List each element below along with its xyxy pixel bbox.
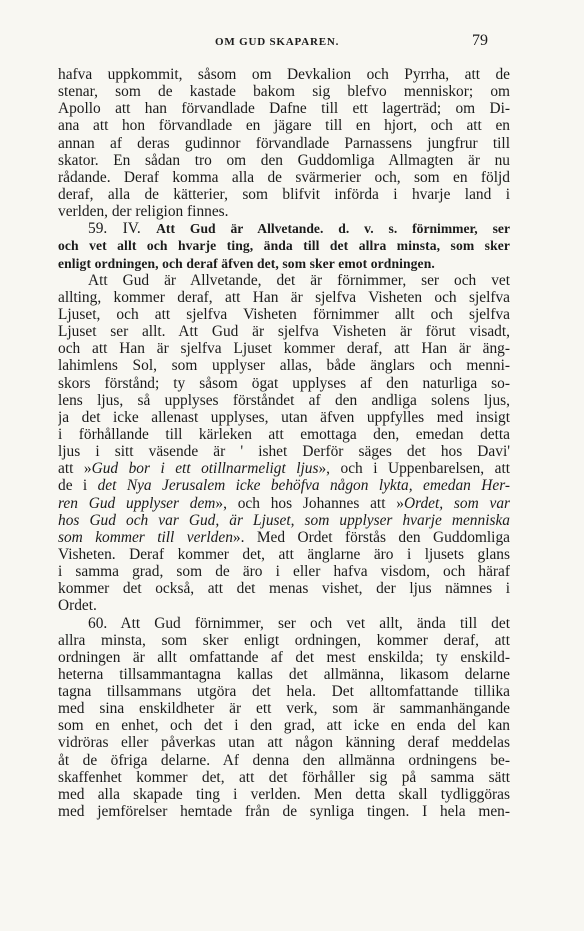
page-number: 79 — [472, 32, 488, 49]
text-segment: », och i Uppenbarelsen, att — [318, 460, 510, 478]
text-line: åt de öfriga delarne. Af denna den allmänna ordningens be- — [58, 751, 510, 769]
text-line: heterna tillsammantagna kallas det allmänna, likasom delarne — [58, 665, 510, 683]
section-start-60: 60. Att Gud förnimmer, ser och vet allt, ända till det — [88, 614, 510, 632]
text-line: ana att hon förvandlade en jägare till en hjort, och att en — [58, 117, 510, 135]
page-header — [0, 32, 584, 56]
italic-quote: det Nya Jerusalem icke behöfva någon lykta, emedan Her- — [97, 477, 510, 495]
text-line-quote — [58, 495, 510, 512]
text-line: med sina enskildheter är ett verk, som är sammanhängande — [58, 700, 510, 718]
text-line: i förhållande till kärleken att emottaga den, emedan detta — [58, 425, 510, 443]
text-segment: ». Med Ordet förstås den Guddomliga — [232, 528, 510, 546]
text-line: lens ljus, så upplyses förståndet af den andliga solens ljus, — [58, 391, 510, 409]
text-line: rådande. Deraf komma alla de svärmerier och, som en följd — [58, 168, 510, 186]
text-line: lahimlens Sol, som upplyser allas, både änglars och menni- — [58, 357, 510, 375]
text-line: allra minsta, som sker enligt ordningen, kommer deraf, att — [58, 631, 510, 649]
text-line: Ljuset, och att sjelfva Visheten förnimmer allt och sjelfva — [58, 305, 510, 323]
text-line: Ljuset ser allt. Att Gud är sjelfva Visheten är förut visadt, — [58, 323, 510, 341]
text-line: ljus i sitt väsende är ' ishet Derför säges det hos Davi' — [58, 443, 510, 461]
text-line: allting, kommer deraf, att Han är sjelfva Visheten och sjelfva — [58, 288, 510, 306]
text-line: med jemförelser hemtade från de synliga tingen. I hela men- — [58, 803, 510, 821]
text-line: skors förstånd; ty såsom ögat upplyses af den naturliga so- — [58, 374, 510, 392]
italic-quote: hos Gud och var Gud, är Ljuset, som upplyser hvarje menniska — [58, 511, 510, 529]
text-line: Visheten. Deraf kommer det, att änglarne äro i ljusets glans — [58, 545, 510, 563]
text-line: skator. En sådan tro om den Guddomliga Allmagten är nu — [58, 151, 510, 169]
text-line: annan af deras gudinnor förvandlade Parnassens jungfrur till — [58, 134, 510, 152]
text-line-quote — [58, 460, 510, 477]
text-segment: de i — [58, 477, 98, 495]
text-line-quote — [58, 512, 510, 529]
text-line: Ordet. — [58, 597, 97, 615]
section-title-line: och vet allt och hvarje ting, ända till det allra minsta, som sker — [58, 238, 510, 254]
text-line: stenar, som de kastade bakom sig blefvo menniskor; om — [58, 83, 510, 101]
italic-quote: som kommer till verlden — [58, 528, 233, 546]
text-line-quote — [58, 477, 510, 494]
text-line: Apollo att han förvandlade Dafne till ett lagerträd; om Di- — [58, 100, 510, 118]
text-line: skaffenhet kommer det, att det förhåller sig på samma sätt — [58, 768, 510, 786]
italic-quote: Ordet, som var — [403, 494, 510, 512]
running-title: OM GUD SKAPAREN. — [215, 36, 340, 48]
section-title-line: enligt ordningen, och deraf äfven det, som sker emot ordningen. — [58, 255, 435, 271]
text-line: med alla skapade ting i verlden. Men detta skall tydliggöras — [58, 785, 510, 803]
text-segment: att » — [58, 460, 92, 478]
text-line: deraf, alla de kätterier, som blifvit införda i hvarje land i — [58, 185, 510, 203]
text-segment: », och hos Johannes att » — [215, 494, 404, 512]
text-line: Att Gud är Allvetande, det är förnimmer, ser och vet — [88, 271, 510, 289]
italic-quote: Gud bor i ett otillnarmeligt ljus — [91, 460, 319, 478]
italic-quote: ren Gud upplyser dem — [58, 494, 216, 512]
text-line: verlden, der religion finnes. — [58, 203, 229, 221]
text-line: tagna tillsammans utgöra det hela. Det alltomfattande tillika — [58, 683, 510, 701]
text-line: som en enhet, och det i den grad, att icke en enda del kan — [58, 717, 510, 735]
text-line-quote — [58, 529, 510, 546]
section-number: 59. IV. — [88, 220, 141, 238]
section-heading-59 — [58, 220, 510, 237]
text-line: och att Han är sjelfva Ljuset kommer deraf, att Han är äng- — [58, 340, 510, 358]
section-title-bold: Att Gud är Allvetande. d. v. s. förnimmer, ser — [156, 221, 510, 237]
text-line: kommer det också, att det menas vishet, der ljus nämnes i — [58, 580, 510, 598]
text-line: ordningen är allt omfattande af det mest enskilda; ty enskild- — [58, 648, 510, 666]
text-line: i samma grad, som de äro i eller hafva visdom, och häraf — [58, 563, 510, 581]
text-line: vidröras eller påverkas utan att någon känning deraf meddelas — [58, 734, 510, 752]
text-line: ja det icke allenast upplyses, utan äfven uppfylles med insigt — [58, 408, 510, 426]
text-line: hafva uppkommit, såsom om Devkalion och Pyrrha, att de — [58, 66, 510, 83]
body-text — [58, 66, 510, 820]
